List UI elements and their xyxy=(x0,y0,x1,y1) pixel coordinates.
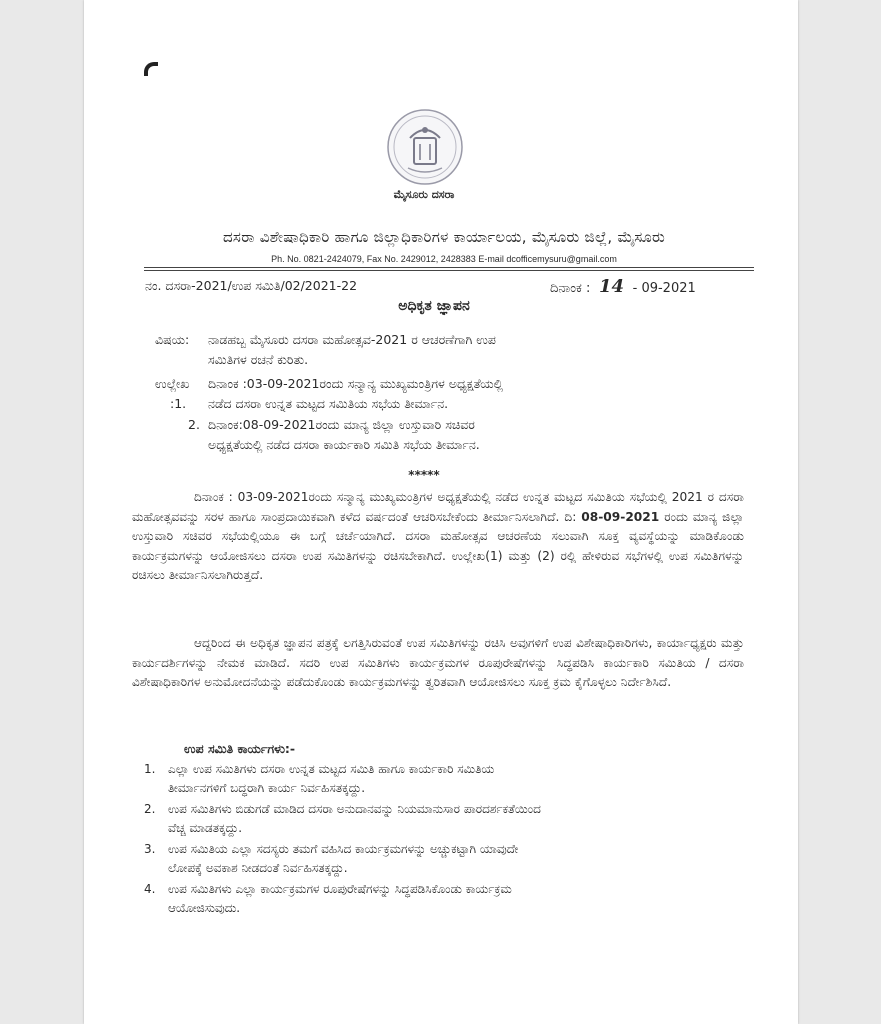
header-rule xyxy=(144,270,754,271)
duty-number: 2. xyxy=(144,802,156,816)
dasara-emblem-icon xyxy=(386,108,464,186)
section-separator: ***** xyxy=(408,468,440,482)
duty-line: ಎಲ್ಲಾ ಉಪ ಸಮಿತಿಗಳು ದಸರಾ ಉನ್ನತ ಮಟ್ಟದ ಸಮಿತಿ ಹಾಗೂ ಕಾರ್ಯಕಾರಿ ಸಮಿತಿಯ xyxy=(168,762,495,776)
duty-line: ಉಪ ಸಮಿತಿಗಳು ಎಲ್ಲಾ ಕಾರ್ಯಕ್ರಮಗಳ ರೂಪುರೇಷೆಗಳನ್ನು ಸಿದ್ಧಪಡಿಸಿಕೊಂಡು ಕಾರ್ಯಕ್ರಮ xyxy=(168,882,512,896)
date-month-year: - 09-2021 xyxy=(632,281,696,296)
paragraph-text: ದಿನಾಂಕ : 03-09-2021ರಂದು ಸನ್ಮಾನ್ಯ ಮುಖ್ಯಮಂತ್ರಿಗಳ ಅಧ್ಯಕ್ಷತೆಯಲ್ಲಿ ನಡೆದ ಉನ್ನತ ಮಟ್ಟದ ಸಮಿತಿಯ ಸಭೆಯಲ್ಲಿ 2021 ರ ದಸರಾ ಮಹೋತ್ಸವವನ್ನು ಸರಳ ಹಾಗೂ ಸಾಂಪ್ರದಾಯಿಕವಾಗಿ ಕಳೆದ ವರ್ಷದಂತೆ ಆಚರಿಸಬೇಕೆಂದು ತೀರ್ಮಾನಿಸಲಾಗಿದೆ. ದಿ: xyxy=(132,490,744,524)
body-paragraph: ಆದ್ದರಿಂದ ಈ ಅಧಿಕೃತ ಜ್ಞಾಪನ ಪತ್ರಕ್ಕೆ ಲಗತ್ತಿಸಿರುವಂತೆ ಉಪ ಸಮಿತಿಗಳನ್ನು ರಚಿಸಿ ಅವುಗಳಿಗೆ ಉಪ ವಿಶೇಷಾಧಿಕಾರಿಗಳು, ಕಾರ್ಯಾಧ್ಯಕ್ಷರು ಮತ್ತು ಕಾರ್ಯದರ್ಶಿಗಳನ್ನು ನೇಮಕ ಮಾಡಿದೆ. ಸದರಿ ಉಪ ಸಮಿತಿಗಳು ಕಾರ್ಯಕ್ರಮಗಳ ರೂಪುರೇಷೆಗಳನ್ನು ಸಿದ್ಧಪಡಿಸಿ ಕಾರ್ಯಕಾರಿ ಸಮಿತಿಯ / ದಸರಾ ವಿಶೇಷಾಧಿಕಾರಿಗಳ ಅನುಮೋದನೆಯನ್ನು ಪಡೆದುಕೊಂಡು ಕಾರ್ಯಕ್ರಮಗಳನ್ನು ತ್ವರಿತವಾಗಿ ಆಯೋಜಿಸಲು ಸೂಕ್ತ ಕ್ರಮ ಕೈಗೊಳ್ಳಲು ನಿರ್ದೇಶಿಸಿದೆ. xyxy=(132,636,744,689)
document-page xyxy=(84,0,798,1024)
date-day-handwritten: 14 xyxy=(598,276,625,297)
reference-item-number: 2. xyxy=(188,417,200,432)
header-rule xyxy=(144,267,754,268)
subject-line: ನಾಡಹಬ್ಬ ಮೈಸೂರು ದಸರಾ ಮಹೋತ್ಸವ-2021 ರ ಆಚರಣೆಗಾಗಿ ಉಪ xyxy=(208,332,496,347)
duty-line: ಲೋಪಕ್ಕೆ ಅವಕಾಶ ನೀಡದಂತೆ ನಿರ್ವಹಿಸತಕ್ಕದ್ದು. xyxy=(168,861,348,875)
duty-line: ತೀರ್ಮಾನಗಳಿಗೆ ಬದ್ಧರಾಗಿ ಕಾರ್ಯ ನಿರ್ವಹಿಸತಕ್ಕದ್ದು. xyxy=(168,781,366,795)
document-heading: ಅಧಿಕೃತ ಜ್ಞಾಪನ xyxy=(398,298,470,314)
reference-line: ದಿನಾಂಕ:08-09-2021ರಂದು ಮಾನ್ಯ ಜಿಲ್ಲಾ ಉಸ್ತುವಾರಿ ಸಚಿವರ xyxy=(208,417,475,432)
subject-label: ವಿಷಯ: xyxy=(155,332,190,347)
body-paragraph xyxy=(132,488,744,586)
emblem-label: ಮೈಸೂರು ದಸರಾ xyxy=(393,188,455,201)
reference-label: ಉಲ್ಲೇಖ xyxy=(155,376,190,391)
duty-line: ಆಯೋಜಿಸುವುದು. xyxy=(168,901,241,915)
page-mark xyxy=(144,62,158,76)
paragraph-text: ರಂದು ಮಾನ್ಯ ಜಿಲ್ಲಾ ಉಸ್ತುವಾರಿ ಸಚಿವರ ಸಭೆಯಲ್ಲಿಯೂ ಈ ಬಗ್ಗೆ ಚರ್ಚೆಯಾಗಿದೆ. ದಸರಾ ಮಹೋತ್ಸವ ಆಚರಣೆಯ ಸಲುವಾಗಿ ಸೂಕ್ತ ವ್ಯವಸ್ಥೆಯನ್ನು ಮಾಡಿಕೊಂಡು ಕಾರ್ಯಕ್ರಮಗಳನ್ನು ಆಯೋಜಿಸಲು ದಸರಾ ಉಪ ಸಮಿತಿಗಳನ್ನು ರಚಿಸಬೇಕಾಗಿದೆ. ಉಲ್ಲೇಖ(1) ಮತ್ತು (2) ರಲ್ಲಿ ಹೇಳಿರುವ ಸಭೆಗಳಲ್ಲಿ ಉಪ ಸಮಿತಿಗಳನ್ನು ರಚಿಸಲು ತೀರ್ಮಾನಿಸಲಾಗಿರುತ್ತದೆ. xyxy=(132,509,744,582)
duties-heading: ಉಪ ಸಮಿತಿ ಕಾರ್ಯಗಳು:- xyxy=(184,741,296,756)
duty-number: 4. xyxy=(144,882,156,896)
reference-line: ನಡೆದ ದಸರಾ ಉನ್ನತ ಮಟ್ಟದ ಸಮಿತಿಯ ಸಭೆಯ ತೀರ್ಮಾನ. xyxy=(208,396,449,411)
duty-line: ಉಪ ಸಮಿತಿಯ ಎಲ್ಲಾ ಸದಸ್ಯರು ತಮಗೆ ವಹಿಸಿದ ಕಾರ್ಯಕ್ರಮಗಳನ್ನು ಅಚ್ಚುಕಟ್ಟಾಗಿ ಯಾವುದೇ xyxy=(168,842,519,856)
subject-line: ಸಮಿತಿಗಳ ರಚನೆ ಕುರಿತು. xyxy=(208,352,309,367)
office-contacts: Ph. No. 0821-2424079, Fax No. 2429012, 2428383 E-mail dcofficemysuru@gmail.com xyxy=(271,254,617,264)
document-date xyxy=(550,276,696,297)
duty-line: ಉಪ ಸಮಿತಿಗಳು ಬಿಡುಗಡೆ ಮಾಡಿದ ದಸರಾ ಅನುದಾನವನ್ನು ನಿಯಮಾನುಸಾರ ಪಾರದರ್ಶಕತೆಯಿಂದ xyxy=(168,802,541,816)
duty-line: ವೆಚ್ಚ ಮಾಡತಕ್ಕದ್ದು. xyxy=(168,821,243,835)
office-title: ದಸರಾ ವಿಶೇಷಾಧಿಕಾರಿ ಹಾಗೂ ಜಿಲ್ಲಾಧಿಕಾರಿಗಳ ಕಾರ್ಯಾಲಯ, ಮೈಸೂರು ಜಿಲ್ಲೆ, ಮೈಸೂರು xyxy=(222,228,666,246)
duty-number: 1. xyxy=(144,762,156,776)
reference-line: ದಿನಾಂಕ :03-09-2021ರಂದು ಸನ್ಮಾನ್ಯ ಮುಖ್ಯಮಂತ್ರಿಗಳ ಅಧ್ಯಕ್ಷತೆಯಲ್ಲಿ xyxy=(208,376,504,391)
reference-number: ನಂ. ದಸರಾ-2021/ಉಪ ಸಮಿತಿ/02/2021-22 xyxy=(145,278,358,293)
reference-line: ಅಧ್ಯಕ್ಷತೆಯಲ್ಲಿ ನಡೆದ ದಸರಾ ಕಾರ್ಯಕಾರಿ ಸಮಿತಿ ಸಭೆಯ ತೀರ್ಮಾನ. xyxy=(208,437,480,452)
reference-item-number: :1. xyxy=(170,396,187,411)
bold-date: 08-09-2021 xyxy=(581,509,660,524)
date-label: ದಿನಾಂಕ : xyxy=(550,281,591,296)
duty-number: 3. xyxy=(144,842,156,856)
